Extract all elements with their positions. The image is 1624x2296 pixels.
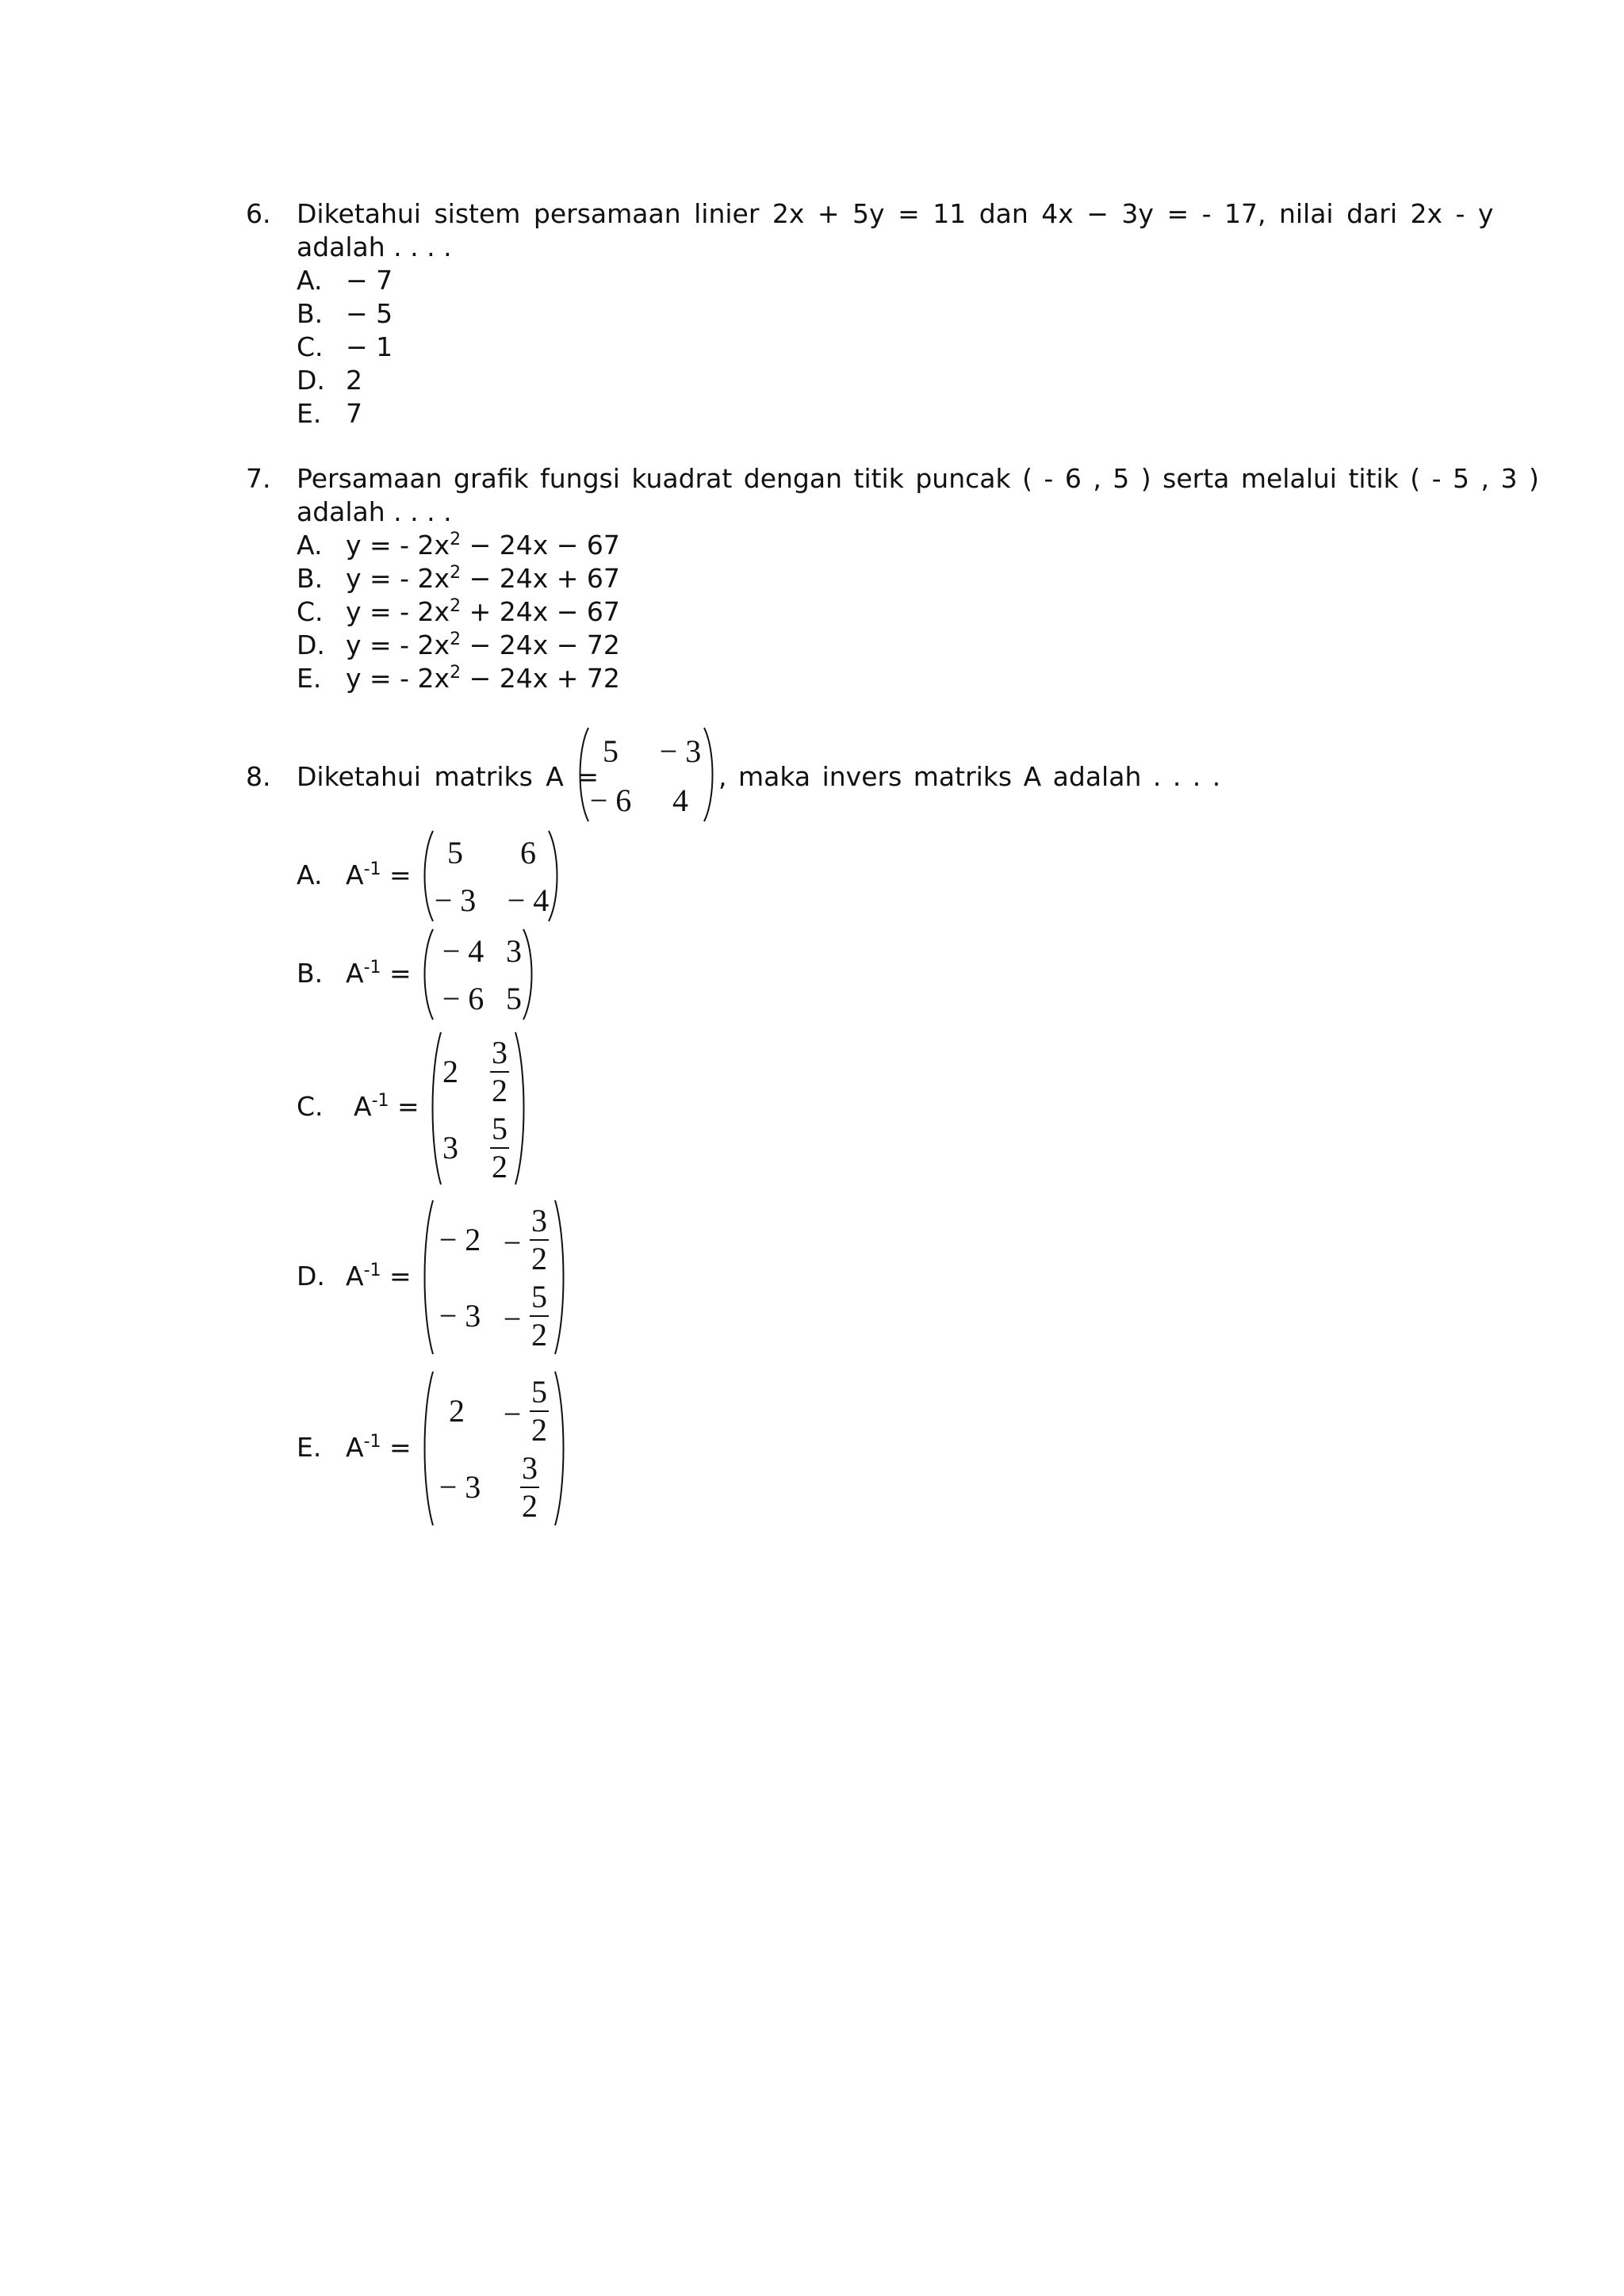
matrix-cell: − 2 [439, 1222, 481, 1257]
option-label: A. [297, 859, 323, 890]
fraction-numerator: 5 [492, 1111, 508, 1146]
right-paren [512, 1031, 530, 1186]
inverse-symbol: $A^{-1}$ = [346, 1261, 412, 1292]
matrix-cell: 3 [506, 933, 522, 969]
matrix-cell: 4 [672, 783, 688, 818]
matrix-cell: − 6 [589, 783, 632, 818]
matrix-cell: − 6 [442, 981, 485, 1016]
right-paren [701, 726, 718, 823]
option-label: E. [297, 398, 322, 429]
option-label: C. [297, 1091, 324, 1122]
right-paren [552, 1370, 569, 1527]
matrix-cell: − 3 [659, 733, 702, 769]
matrix-cell: 6 [520, 835, 536, 871]
left-paren [419, 928, 436, 1021]
matrix-cell: − 4 [442, 933, 485, 969]
option-label: E. [297, 1432, 322, 1463]
matrix-fraction [520, 1452, 539, 1522]
fraction-numerator: 3 [492, 1035, 508, 1070]
minus-sign: − [503, 1396, 522, 1432]
question-stem-suffix: , maka invers matriks A adalah . . . . [718, 761, 1221, 792]
option-matrix [427, 1031, 530, 1186]
option-label: A. [297, 530, 323, 561]
option-label: C. [297, 331, 324, 362]
matrix-cell: 5 [447, 835, 463, 871]
option-label: C. [297, 596, 324, 627]
question-stem-line-1: Persamaan grafik fungsi kuadrat dengan titik puncak ( - 6 , 5 ) serta melalui titik ( - 5 , 3 ) [297, 463, 1539, 494]
fraction-numerator: 3 [531, 1203, 547, 1238]
question-stem-line-2: adalah . . . . [297, 496, 452, 527]
inverse-symbol: $A^{-1}$ = [354, 1091, 419, 1122]
minus-sign: − [503, 1301, 522, 1337]
inverse-symbol: $A^{-1}$ = [346, 1432, 412, 1463]
matrix-cell: − 3 [439, 1469, 481, 1505]
option-text: y = - $2x^2 - 24x + 72$ [346, 663, 620, 694]
matrix-a [574, 726, 718, 823]
matrix-cell: 3 [442, 1130, 458, 1165]
question-stem-line-2: adalah . . . . [297, 232, 452, 262]
matrix-cell: − 3 [434, 882, 477, 918]
fraction-denominator: 2 [531, 1317, 547, 1353]
left-paren [419, 1370, 436, 1527]
option-text: y = - $2x^2 - 24x - 72$ [346, 629, 620, 660]
fraction-numerator: 3 [522, 1450, 538, 1486]
matrix-cell: 5 [603, 733, 619, 769]
fraction-denominator: 2 [522, 1488, 538, 1524]
option-text: 2 [346, 365, 362, 396]
matrix-fraction [530, 1281, 549, 1351]
left-paren [427, 1031, 444, 1186]
inverse-symbol: $A^{-1}$ = [346, 958, 412, 989]
question-number: 8. [246, 761, 271, 792]
option-label: B. [297, 298, 324, 329]
option-text: y = - $2x^2 - 24x + 67$ [346, 563, 620, 594]
option-label: D. [297, 1261, 325, 1292]
left-paren [574, 726, 592, 823]
option-matrix [419, 1199, 569, 1356]
question-number: 6. [246, 198, 271, 229]
option-label: D. [297, 365, 325, 396]
option-text: − 5 [346, 298, 393, 329]
matrix-fraction [490, 1037, 509, 1107]
matrix-cell: 2 [449, 1393, 465, 1429]
fraction-numerator: 5 [531, 1279, 547, 1314]
matrix-cell: − 3 [439, 1298, 481, 1334]
option-matrix [419, 829, 563, 923]
matrix-cell: 5 [506, 981, 522, 1016]
left-paren [419, 1199, 436, 1356]
option-label: A. [297, 265, 323, 296]
option-label: E. [297, 663, 322, 694]
option-text: y = - $2x^2 - 24x - 67$ [346, 530, 620, 561]
inverse-symbol: $A^{-1}$ = [346, 859, 412, 890]
question-stem-prefix: Diketahui matriks A = [297, 761, 599, 792]
fraction-numerator: 5 [531, 1374, 547, 1410]
fraction-denominator: 2 [492, 1073, 508, 1108]
option-label: D. [297, 629, 325, 660]
matrix-cell: 2 [442, 1054, 458, 1089]
right-paren [520, 928, 538, 1021]
matrix-cell: − 4 [507, 882, 550, 918]
matrix-fraction [490, 1113, 509, 1183]
option-matrix [419, 928, 538, 1021]
right-paren [546, 829, 563, 923]
minus-sign: − [503, 1225, 522, 1261]
option-text: − 7 [346, 265, 393, 296]
question-stem-line-1: Diketahui sistem persamaan linier 2x + 5y = 11 dan 4x − 3y = - 17, nilai dari 2x - y [297, 198, 1494, 229]
left-paren [419, 829, 436, 923]
right-paren [552, 1199, 569, 1356]
option-text: y = - $2x^2 + 24x - 67$ [346, 596, 620, 627]
fraction-denominator: 2 [531, 1241, 547, 1276]
fraction-denominator: 2 [531, 1412, 547, 1448]
option-label: B. [297, 563, 324, 594]
option-text: − 1 [346, 331, 393, 362]
fraction-denominator: 2 [492, 1149, 508, 1184]
option-matrix [419, 1370, 569, 1527]
matrix-fraction [530, 1376, 549, 1446]
option-label: B. [297, 958, 324, 989]
matrix-fraction [530, 1205, 549, 1275]
question-number: 7. [246, 463, 271, 494]
option-text: 7 [346, 398, 362, 429]
